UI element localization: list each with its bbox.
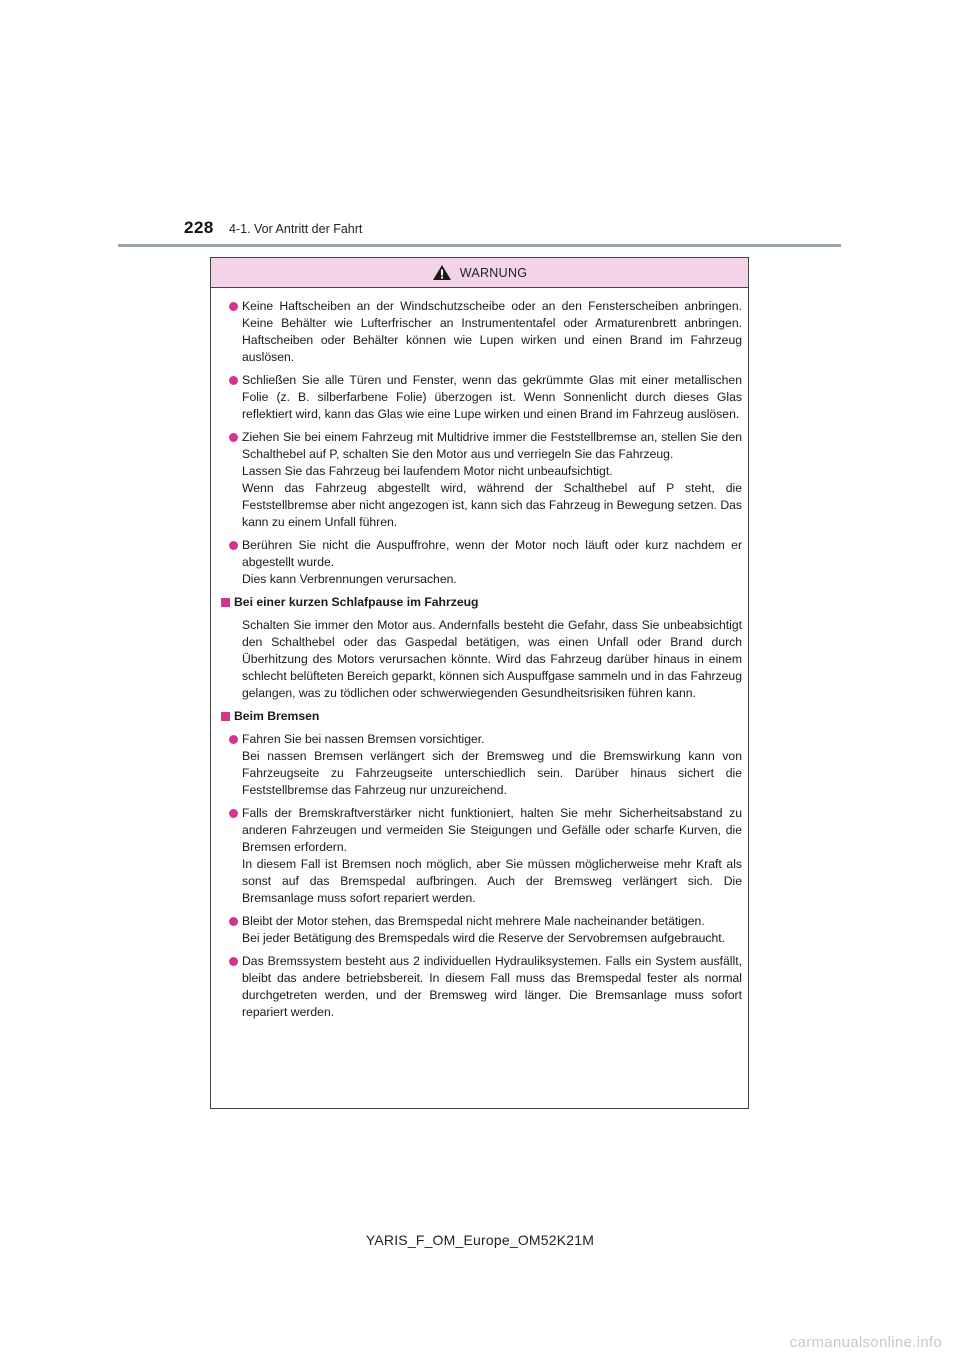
bullet-item <box>217 298 742 366</box>
bullet-dot-icon <box>229 433 238 442</box>
bullet-text: Berühren Sie nicht die Auspuffrohre, wenn der Motor noch läuft oder kurz nachdem er abgestellt wurde. <box>242 538 742 569</box>
bullet-text: Lassen Sie das Fahrzeug bei laufendem Motor nicht unbeaufsichtigt. <box>242 464 613 478</box>
bullet-item <box>217 953 742 1021</box>
subsection-heading-text: Bei einer kurzen Schlafpause im Fahrzeug <box>234 595 479 609</box>
bullet-dot-icon <box>229 957 238 966</box>
bullet-text: In diesem Fall ist Bremsen noch möglich, aber Sie müssen möglicherweise mehr Kraft als sonst auf das Bremspedal aufbringen. Auch der Bremsweg verlängert sich. Die Bremsanlage muss sofort repariert werden. <box>242 857 742 905</box>
bullet-item <box>217 429 742 531</box>
warning-title: WARNUNG <box>459 265 528 280</box>
warning-body <box>211 288 748 1021</box>
bullet-item <box>217 537 742 588</box>
bullet-dot-icon <box>229 541 238 550</box>
watermark: carmanualsonline.info <box>789 1334 942 1351</box>
bullet-text: Bleibt der Motor stehen, das Bremspedal nicht mehrere Male nacheinander betätigen. <box>242 914 705 928</box>
bullet-text: Dies kann Verbrennungen verursachen. <box>242 572 457 586</box>
paragraph-text: Schalten Sie immer den Motor aus. Andernfalls besteht die Gefahr, dass Sie unbeabsichtigt den Schalthebel oder das Gaspedal betätigen, was einen Unfall oder Brand durch Überhitzung des Motors verursachen könnte. Wird das Fahrzeug darüber hinaus in einem schlecht belüfteten Bereich geparkt, können sich Auspuffgase sammeln und in das Fahrzeug gelangen, was zu tödlichen oder schwerwiegenden Gesundheitsrisiken führen kann. <box>242 618 742 700</box>
square-bullet-icon <box>221 712 230 721</box>
square-bullet-icon <box>221 598 230 607</box>
section-title: 4-1. Vor Antritt der Fahrt <box>229 222 363 236</box>
bullet-item <box>217 372 742 423</box>
document-code: YARIS_F_OM_Europe_OM52K21M <box>365 1232 595 1248</box>
nap-paragraph <box>217 617 742 702</box>
warning-triangle-icon <box>432 264 452 281</box>
page-number: 228 <box>184 218 214 237</box>
bullet-text: Wenn das Fahrzeug abgestellt wird, während der Schalthebel auf P steht, die Feststellbremse aber nicht angezogen ist, kann sich das Fahrzeug in Bewegung setzen. Das kann zu einem Unfall führen. <box>242 481 742 529</box>
bullet-dot-icon <box>229 809 238 818</box>
bullet-dot-icon <box>229 917 238 926</box>
bullet-item <box>217 805 742 907</box>
warning-header <box>211 258 748 288</box>
subsection-heading-nap <box>217 594 742 611</box>
bullet-dot-icon <box>229 376 238 385</box>
warning-box <box>210 257 749 1109</box>
brake-bullet-list <box>217 731 742 1021</box>
bullet-text: Das Bremssystem besteht aus 2 individuellen Hydrauliksystemen. Falls ein System ausfällt, bleibt das andere betriebsbereit. In diesem Fall muss das Bremspedal fester als normal durchgetreten werden, und der Bremsweg wird länger. Die Bremsanlage muss sofort repariert werden. <box>242 954 742 1019</box>
subsection-heading-text: Beim Bremsen <box>234 709 320 723</box>
subsection-heading-brake <box>217 708 742 725</box>
bullet-text: Bei nassen Bremsen verlängert sich der Bremsweg und die Bremswirkung kann von Fahrzeugseite zu Fahrzeugseite unterschiedlich sein. Darüber hinaus sichert die Feststellbremse das Fahrzeug nur unzureichend. <box>242 749 742 797</box>
warning-bullet-list <box>217 298 742 588</box>
bullet-item <box>217 913 742 947</box>
bullet-dot-icon <box>229 302 238 311</box>
bullet-text: Bei jeder Betätigung des Bremspedals wird die Reserve der Servobremsen aufgebraucht. <box>242 931 726 945</box>
bullet-text: Keine Haftscheiben an der Windschutzscheibe oder an den Fensterscheiben anbringen. Keine Behälter wie Lufterfrischer an Instrumententafel oder Armaturenbrett anbringen. Haftscheiben oder Behälter können wie Lupen wirken und einen Brand im Fahrzeug auslösen. <box>242 299 742 364</box>
bullet-text: Fahren Sie bei nassen Bremsen vorsichtiger. <box>242 732 485 746</box>
bullet-dot-icon <box>229 735 238 744</box>
bullet-text: Ziehen Sie bei einem Fahrzeug mit Multidrive immer die Feststellbremse an, stellen Sie den Schalthebel auf P, schalten Sie den Motor aus und verriegeln Sie das Fahrzeug. <box>242 430 742 461</box>
bullet-item <box>217 731 742 799</box>
bullet-text: Schließen Sie alle Türen und Fenster, wenn das gekrümmte Glas mit einer metallischen Folie (z. B. silberfarbene Folie) überzogen ist. Wenn Sonnenlicht durch dieses Glas reflektiert wird, kann das Glas wie eine Lupe wirken und einen Brand im Fahrzeug auslösen. <box>242 373 742 421</box>
header-divider <box>118 244 841 247</box>
bullet-text: Falls der Bremskraftverstärker nicht funktioniert, halten Sie mehr Sicherheitsabstand zu anderen Fahrzeugen und vermeiden Sie Steigungen und Gefälle oder scharfe Kurven, die Bremsen erfordern. <box>242 806 742 854</box>
